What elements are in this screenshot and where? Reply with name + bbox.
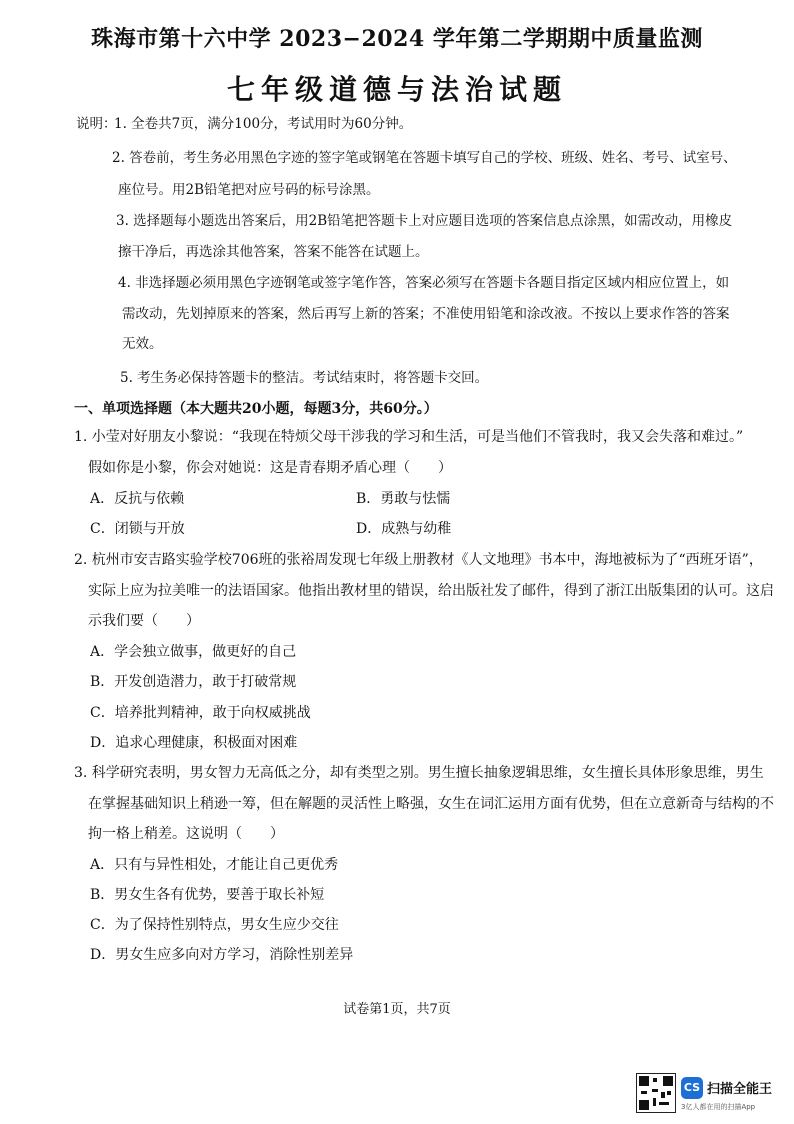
q3-line-3: 拘一格上稍差。这说明（ ） xyxy=(88,826,284,842)
note-5: 5. 考生务必保持答题卡的整洁。考试结束时，将答题卡交回。 xyxy=(120,370,489,386)
note-2-line-2: 座位号。用2B铅笔把对应号码的标号涂黑。 xyxy=(118,182,380,198)
note-3-line-2: 擦干净后，再选涂其他答案，答案不能答在试题上。 xyxy=(118,244,429,260)
q3-option-a: A．只有与异性相处，才能让自己更优秀 xyxy=(90,857,339,873)
camscanner-logo-icon: CS xyxy=(681,1077,703,1099)
note-4-line-3: 无效。 xyxy=(122,336,163,352)
page-footer: 试卷第1页，共7页 xyxy=(343,1002,451,1017)
note-2-line-1: 2. 答卷前，考生务必用黑色字迹的签字笔或钢笔在答题卡填写自己的学校、班级、姓名、考号、试室号、 xyxy=(112,150,737,166)
q2-line-3: 示我们要（ ） xyxy=(88,613,200,629)
q3-line-2: 在掌握基础知识上稍逊一筹，但在解题的灵活性上略强，女生在词汇运用方面有优势，但在立意新奇与结构的不 xyxy=(88,796,774,812)
q2-line-2: 实际上应为拉美唯一的法语国家。他指出教材里的错误，给出版社发了邮件，得到了浙江出版集团的认可。这启 xyxy=(88,583,774,599)
note-4-line-2: 需改动，先划掉原来的答案，然后再写上新的答案；不准使用铅笔和涂改液。不按以上要求作答的答案 xyxy=(122,306,730,322)
exam-title: 七年级道德与法治试题 xyxy=(226,73,567,106)
q3-option-c: C．为了保持性别特点，男女生应少交往 xyxy=(90,917,339,933)
q1-option-b: B．勇敢与怯懦 xyxy=(356,491,451,507)
q3-line-1: 3. 科学研究表明，男女智力无高低之分，却有类型之别。男生擅长抽象逻辑思维，女生擅长具体形象思维，男生 xyxy=(74,765,764,781)
note-4-line-1: 4. 非选择题必须用黑色字迹钢笔或签字笔作答，答案必须写在答题卡各题目指定区域内相应位置上，如 xyxy=(118,275,730,291)
notes-label: 说明： xyxy=(76,116,117,132)
note-3-line-1: 3. 选择题每小题选出答案后，用2B铅笔把答题卡上对应题目选项的答案信息点涂黑，如需改动，用橡皮 xyxy=(116,213,733,229)
q2-option-c: C．培养批判精神，敢于向权威挑战 xyxy=(90,705,311,721)
q1-option-d: D．成熟与幼稚 xyxy=(356,521,452,537)
q1-line-2: 假如你是小黎，你会对她说：这是青春期矛盾心理（ ） xyxy=(88,460,452,476)
qr-code-icon xyxy=(636,1073,676,1113)
q3-option-b: B．男女生各有优势，要善于取长补短 xyxy=(90,887,325,903)
q2-option-b: B．开发创造潜力，敢于打破常规 xyxy=(90,674,297,690)
q2-option-d: D．追求心理健康，积极面对困难 xyxy=(90,735,298,751)
q1-option-a: A．反抗与依赖 xyxy=(90,491,185,507)
q2-line-1: 2. 杭州市安吉路实验学校706班的张裕周发现七年级上册教材《人文地理》书本中，海地被标为了“西班牙语”， xyxy=(74,552,763,568)
q1-option-c: C．闭锁与开放 xyxy=(90,521,185,537)
school-title: 珠海市第十六中学 2023−2024 学年第二学期期中质量监测 xyxy=(91,26,703,52)
note-1: 1. 全卷共7页，满分100分，考试用时为60分钟。 xyxy=(114,116,413,132)
watermark-app-name: 扫描全能王 xyxy=(707,1082,773,1097)
q2-option-a: A．学会独立做事，做更好的自己 xyxy=(90,644,297,660)
watermark-tagline: 3亿人都在用的扫描App xyxy=(681,1103,756,1111)
q3-option-d: D．男女生应多向对方学习，消除性别差异 xyxy=(90,947,354,963)
q1-line-1: 1. 小莹对好朋友小黎说：“我现在特烦父母干涉我的学习和生活，可是当他们不管我时，我又会失落和难过。” xyxy=(74,429,744,445)
section-heading: 一、单项选择题（本大题共20小题，每题3分，共60分。） xyxy=(74,401,438,417)
